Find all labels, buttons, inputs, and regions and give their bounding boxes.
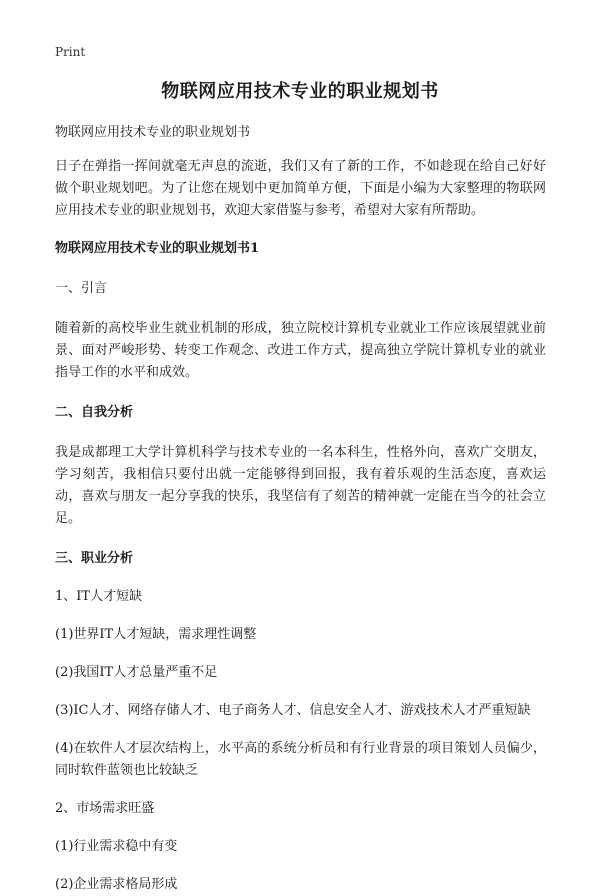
introduction-paragraph: 随着新的高校毕业生就业机制的形成，独立院校计算机专业就业工作应该展望就业前景、面对严峻形势、转变工作观念、改进工作方式，提高独立学院计算机专业的就业指导工作的水平和成效。 — [55, 321, 546, 380]
list-item: (4)在软件人才层次结构上，水平高的系统分析员和有行业背景的项目策划人员偏少，同时软件蓝领也比较缺乏 — [55, 741, 546, 778]
print-label: Print — [55, 45, 86, 59]
section-title: 物联网应用技术专业的职业规划书1 — [55, 241, 260, 256]
heading-career-analysis: 三、职业分析 — [55, 551, 134, 566]
intro-paragraph: 日子在弹指一挥间就毫无声息的流逝，我们又有了新的工作，不如趁现在给自己好好做个职业规划吧。为了让您在规划中更加简单方便，下面是小编为大家整理的物联网应用技术专业的职业规划书，欢迎大家借鉴与参考，希望对大家有所帮助。 — [55, 159, 546, 218]
list-item: (2)企业需求格局形成 — [55, 877, 178, 892]
heading-introduction: 一、引言 — [55, 281, 108, 296]
list-item: 2、市场需求旺盛 — [55, 801, 155, 816]
list-item: 1、IT人才短缺 — [55, 589, 143, 604]
list-item: (1)世界IT人才短缺，需求理性调整 — [55, 627, 257, 642]
list-item: (3)IC人才、网络存储人才、电子商务人才、信息安全人才、游戏技术人才严重短缺 — [55, 703, 531, 718]
list-item: (1)行业需求稳中有变 — [55, 839, 178, 854]
heading-self-analysis: 二、自我分析 — [55, 405, 134, 420]
self-analysis-paragraph: 我是成都理工大学计算机科学与技术专业的一名本科生，性格外向，喜欢广交朋友，学习刻苦，我相信只要付出就一定能够得到回报，我有着乐观的生活态度，喜欢运动，喜欢与朋友一起分享我的快乐，我坚信有了刻苦的精神就一定能在当今的社会立足。 — [55, 445, 546, 526]
document-title: 物联网应用技术专业的职业规划书 — [161, 81, 439, 102]
list-item: (2)我国IT人才总量严重不足 — [55, 665, 218, 680]
document-body — [55, 122, 546, 896]
document-subtitle: 物联网应用技术专业的职业规划书 — [55, 125, 251, 140]
